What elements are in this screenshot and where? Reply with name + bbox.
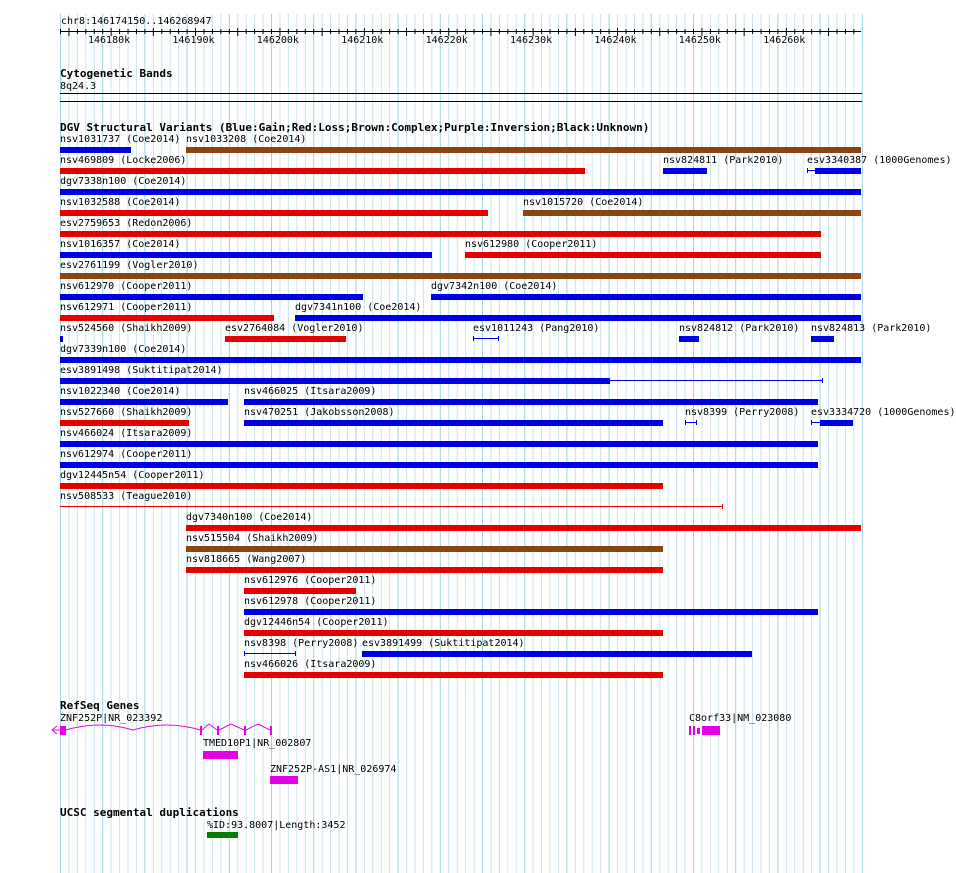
ruler-tick-label: 146250k bbox=[678, 35, 721, 46]
sv-label[interactable]: esv2761199 (Vogler2010) bbox=[60, 260, 199, 271]
sv-feature[interactable] bbox=[431, 294, 861, 300]
strand-arrow-icon bbox=[52, 726, 60, 734]
sv-label[interactable]: nsv1033208 (Coe2014) bbox=[186, 134, 307, 145]
sv-label[interactable]: dgv12446n54 (Cooper2011) bbox=[244, 617, 389, 628]
sv-feature[interactable] bbox=[186, 546, 663, 552]
gene-exon bbox=[693, 726, 695, 735]
sv-feature[interactable] bbox=[815, 168, 861, 174]
sv-feature[interactable] bbox=[60, 210, 488, 216]
sv-label[interactable]: nsv1031737 (Coe2014) bbox=[60, 134, 181, 145]
sv-feature[interactable] bbox=[60, 189, 861, 195]
gene-exon bbox=[270, 726, 272, 735]
sv-label[interactable]: nsv524560 (Shaikh2009) bbox=[60, 323, 193, 334]
sv-label[interactable]: dgv7342n100 (Coe2014) bbox=[431, 281, 558, 292]
sv-feature[interactable] bbox=[663, 168, 707, 174]
sv-label[interactable]: nsv612971 (Cooper2011) bbox=[60, 302, 193, 313]
sv-label[interactable]: nsv508533 (Teague2010) bbox=[60, 491, 193, 502]
ruler-tick-label: 146210k bbox=[341, 35, 384, 46]
sv-feature[interactable] bbox=[244, 630, 663, 636]
sv-feature[interactable] bbox=[60, 336, 63, 342]
sv-label[interactable]: esv3891498 (Suktitipat2014) bbox=[60, 365, 223, 376]
sv-feature[interactable] bbox=[225, 336, 346, 342]
sv-label[interactable]: dgv7338n100 (Coe2014) bbox=[60, 176, 187, 187]
dgv-track-title: DGV Structural Variants (Blue:Gain;Red:Loss;Brown:Complex;Purple:Inversion;Black:Unknown) bbox=[60, 121, 650, 134]
sv-feature[interactable] bbox=[60, 357, 861, 363]
sv-label[interactable]: esv1011243 (Pang2010) bbox=[473, 323, 600, 334]
sv-feature[interactable] bbox=[498, 336, 499, 341]
sv-feature[interactable] bbox=[722, 504, 723, 509]
sv-label[interactable]: nsv8398 (Perry2008) bbox=[244, 638, 359, 649]
sv-feature[interactable] bbox=[60, 441, 818, 447]
sv-label[interactable]: nsv824813 (Park2010) bbox=[811, 323, 932, 334]
sv-feature[interactable] bbox=[244, 651, 245, 656]
gene-exon bbox=[244, 726, 246, 735]
sv-label[interactable]: nsv466025 (Itsara2009) bbox=[244, 386, 377, 397]
sv-label[interactable]: nsv1016357 (Coe2014) bbox=[60, 239, 181, 250]
ruler-tick-label: 146260k bbox=[763, 35, 806, 46]
sv-feature[interactable] bbox=[473, 338, 499, 339]
segdup-label[interactable]: %ID:93.8007|Length:3452 bbox=[207, 820, 346, 831]
sv-feature[interactable] bbox=[60, 420, 189, 426]
sv-feature[interactable] bbox=[60, 294, 363, 300]
gene-exon bbox=[697, 728, 700, 734]
sv-label[interactable]: nsv469809 (Locke2006) bbox=[60, 155, 187, 166]
sv-feature[interactable] bbox=[186, 147, 861, 153]
sv-label[interactable]: esv2764084 (Vogler2010) bbox=[225, 323, 364, 334]
sv-feature[interactable] bbox=[822, 378, 823, 383]
sv-feature[interactable] bbox=[244, 588, 356, 594]
gene-intron bbox=[66, 725, 200, 730]
ruler-tick-label: 146200k bbox=[256, 35, 299, 46]
sv-feature[interactable] bbox=[60, 273, 861, 279]
sv-feature[interactable] bbox=[685, 420, 686, 425]
sv-feature[interactable] bbox=[295, 651, 296, 656]
sv-label[interactable]: nsv818665 (Wang2007) bbox=[186, 554, 307, 565]
sv-feature[interactable] bbox=[60, 378, 610, 384]
gene-label[interactable]: C8orf33|NM_023080 bbox=[689, 713, 792, 724]
segdup-track-title: UCSC segmental duplications bbox=[60, 806, 239, 819]
sv-label[interactable]: nsv612980 (Cooper2011) bbox=[465, 239, 598, 250]
sv-feature[interactable] bbox=[523, 210, 861, 216]
sv-label[interactable]: nsv612976 (Cooper2011) bbox=[244, 575, 377, 586]
gene-models bbox=[0, 700, 890, 800]
cytoband-line bbox=[60, 93, 862, 94]
sv-label[interactable]: nsv466026 (Itsara2009) bbox=[244, 659, 377, 670]
sv-label[interactable]: dgv7340n100 (Coe2014) bbox=[186, 512, 313, 523]
ruler-tick-label: 146190k bbox=[172, 35, 215, 46]
refseq-track-title: RefSeq Genes bbox=[60, 699, 140, 712]
segdup-feature[interactable] bbox=[207, 832, 238, 838]
sv-label[interactable]: nsv824812 (Park2010) bbox=[679, 323, 800, 334]
sv-label[interactable]: nsv527660 (Shaikh2009) bbox=[60, 407, 193, 418]
sv-label[interactable]: dgv12445n54 (Cooper2011) bbox=[60, 470, 205, 481]
sv-feature[interactable] bbox=[473, 336, 474, 341]
sv-feature[interactable] bbox=[60, 231, 821, 237]
sv-feature[interactable] bbox=[696, 420, 697, 425]
gene-exon bbox=[702, 726, 720, 735]
sv-label[interactable]: nsv612970 (Cooper2011) bbox=[60, 281, 193, 292]
sv-label[interactable]: nsv466024 (Itsara2009) bbox=[60, 428, 193, 439]
sv-feature[interactable] bbox=[244, 672, 663, 678]
gene-exon bbox=[689, 726, 691, 735]
sv-feature[interactable] bbox=[820, 420, 853, 426]
sv-feature[interactable] bbox=[186, 567, 663, 573]
sv-feature[interactable] bbox=[362, 651, 752, 657]
sv-label[interactable]: esv3334720 (1000Genomes) bbox=[811, 407, 956, 418]
ruler-tick-label: 146180k bbox=[88, 35, 131, 46]
sv-feature[interactable] bbox=[60, 252, 432, 258]
gene-exon bbox=[270, 776, 298, 784]
sv-label[interactable]: nsv8399 (Perry2008) bbox=[685, 407, 800, 418]
sv-feature[interactable] bbox=[807, 168, 808, 173]
sv-feature[interactable] bbox=[244, 420, 663, 426]
ruler-tick-label: 146230k bbox=[510, 35, 553, 46]
ruler-tick-label: 146220k bbox=[425, 35, 468, 46]
sv-feature[interactable] bbox=[60, 147, 131, 153]
sv-feature[interactable] bbox=[60, 462, 818, 468]
sv-label[interactable]: nsv1032588 (Coe2014) bbox=[60, 197, 181, 208]
sv-label[interactable]: nsv824811 (Park2010) bbox=[663, 155, 784, 166]
ruler-tick-label: 146240k bbox=[594, 35, 637, 46]
ruler-axis bbox=[0, 0, 890, 60]
gene-exon bbox=[200, 726, 202, 735]
sv-feature[interactable] bbox=[679, 336, 699, 342]
sv-feature[interactable] bbox=[465, 252, 821, 258]
sv-feature[interactable] bbox=[244, 399, 818, 405]
sv-label[interactable]: esv3891499 (Suktitipat2014) bbox=[362, 638, 525, 649]
sv-feature[interactable] bbox=[244, 609, 818, 615]
sv-feature[interactable] bbox=[811, 336, 834, 342]
sv-label[interactable]: nsv1022340 (Coe2014) bbox=[60, 386, 181, 397]
sv-feature[interactable] bbox=[60, 399, 228, 405]
gene-label[interactable]: ZNF252P-AS1|NR_026974 bbox=[270, 764, 397, 775]
sv-label[interactable]: nsv1015720 (Coe2014) bbox=[523, 197, 644, 208]
cytoband-track-title: Cytogenetic Bands bbox=[60, 67, 173, 80]
gene-exon bbox=[60, 726, 66, 735]
sv-label[interactable]: nsv612974 (Cooper2011) bbox=[60, 449, 193, 460]
sv-label[interactable]: dgv7339n100 (Coe2014) bbox=[60, 344, 187, 355]
location-label: chr8:146174150..146268947 bbox=[61, 16, 212, 27]
sv-label[interactable]: nsv470251 (Jakobsson2008) bbox=[244, 407, 395, 418]
sv-label[interactable]: nsv515504 (Shaikh2009) bbox=[186, 533, 319, 544]
gene-exon bbox=[217, 726, 219, 735]
gene-label[interactable]: ZNF252P|NR_023392 bbox=[60, 713, 163, 724]
cytoband-line bbox=[60, 101, 862, 102]
sv-label[interactable]: esv3340387 (1000Genomes) bbox=[807, 155, 952, 166]
sv-feature[interactable] bbox=[295, 315, 861, 321]
sv-feature[interactable] bbox=[60, 168, 585, 174]
gene-exon bbox=[203, 751, 238, 759]
sv-feature[interactable] bbox=[60, 315, 274, 321]
cytoband-label: 8q24.3 bbox=[60, 81, 97, 92]
gene-intron bbox=[202, 724, 270, 730]
sv-feature[interactable] bbox=[244, 653, 296, 654]
sv-feature[interactable] bbox=[60, 506, 722, 507]
gene-label[interactable]: TMED10P1|NR_002807 bbox=[203, 738, 312, 749]
sv-feature[interactable] bbox=[186, 525, 861, 531]
sv-feature[interactable] bbox=[610, 380, 822, 381]
sv-label[interactable]: dgv7341n100 (Coe2014) bbox=[295, 302, 422, 313]
sv-label[interactable]: nsv612978 (Cooper2011) bbox=[244, 596, 377, 607]
sv-feature[interactable] bbox=[60, 483, 663, 489]
sv-label[interactable]: esv2759653 (Redon2006) bbox=[60, 218, 193, 229]
sv-feature[interactable] bbox=[811, 420, 812, 425]
